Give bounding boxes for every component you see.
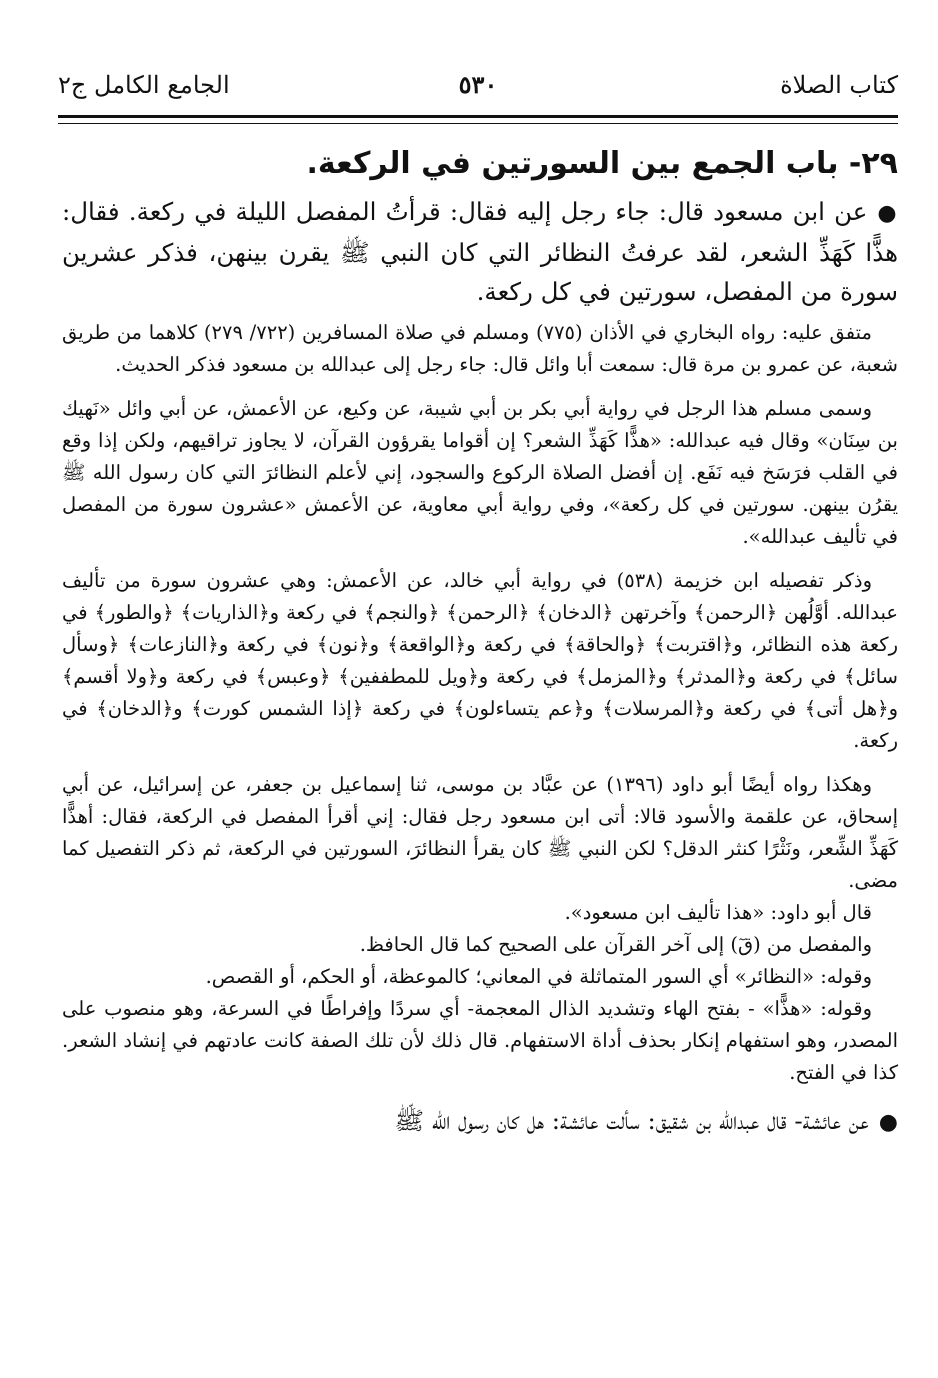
header-volume-title: الجامع الكامل ج٢ <box>58 71 230 99</box>
header-book-title: كتاب الصلاة <box>780 71 898 99</box>
header-rule-thin <box>58 123 898 124</box>
chapter-title: ٢٩- باب الجمع بين السورتين في الركعة. <box>306 146 898 181</box>
commentary-paragraph: وهكذا رواه أيضًا أبو داود (١٣٩٦) عن عبَّاد بن موسى، ثنا إسماعيل بن جعفر، عن إسرائيل، عن أبي إسحاق، عن علقمة والأسود قالا: أتى ابن مسعود رجل فقال: إني أقرأ المفصل في الركعة، فقال: أهذًّا كَهَذِّ الشِّعر، ونَثْرًا كنثر الدقل؟ لكن النبي ﷺ كان يقرأ النظائرَ، السورتين في الركعة، ثم ذكر التفصيل كما مضى. <box>62 773 898 892</box>
commentary-paragraph: وقوله: «هذًّا» - بفتح الهاء وتشديد الذال المعجمة- أي سردًا وإفراطًا في السرعة، وهو منصوب على المصدر، وهو استفهام إنكار بحذف أداة الاستفهام. قال ذلك لأن تلك الصفة كانت عادتهم في إنشاد الشعر. كذا في الفتح. <box>62 997 898 1084</box>
hadith-body: عن ابن مسعود قال: جاء رجل إليه فقال: قرأتُ المفصل الليلة في ركعة. فقال: هذًّا كَهَذِّ الشعر، لقد عرفتُ النظائر التي كان النبي ﷺ يقرن بينهن، فذكر عشرين سورة من المفصل، سورتين في كل ركعة. <box>62 197 898 306</box>
header-rule-thick <box>58 115 898 118</box>
commentary-paragraph: وذكر تفصيله ابن خزيمة (٥٣٨) في رواية أبي خالد، عن الأعمش: وهي عشرون سورة من تأليف عبدالله. أوَّلُهن ﴿الرحمن﴾ وآخرتهن ﴿الدخان﴾ ﴿الرحمن﴾ ﴿والنجم﴾ في ركعة و﴿الذاريات﴾ ﴿والطور﴾ في ركعة هذه النظائر، و﴿اقتربت﴾ ﴿والحاقة﴾ في ركعة و﴿الواقعة﴾ و﴿نون﴾ في ركعة و﴿النازعات﴾ ﴿وسأل سائل﴾ في ركعة و﴿المدثر﴾ و﴿المزمل﴾ في ركعة و﴿ويل للمطففين﴾ ﴿وعبس﴾ في ركعة و﴿ولا أقسم﴾ و﴿هل أتى﴾ في ركعة و﴿المرسلات﴾ و﴿عم يتساءلون﴾ في ركعة ﴿إذا الشمس كورت﴾ و﴿الدخان﴾ في ركعة. <box>62 569 898 752</box>
running-header <box>58 68 898 114</box>
commentary-paragraph: وقوله: «النظائر» أي السور المتماثلة في المعاني؛ كالموعظة، أو الحكم، أو القصص. <box>205 965 872 988</box>
bullet-icon: ● <box>877 201 899 226</box>
takhrij-note: متفق عليه: رواه البخاري في الأذان (٧٧٥) ومسلم في صلاة المسافرين (٧٢٢/ ٢٧٩) كلاهما من طريق شعبة، عن عمرو بن مرة قال: سمعت أبا وائل قال: جاء رجل إلى عبدالله بن مسعود فذكر الحديث. <box>62 321 898 376</box>
commentary-paragraph: قال أبو داود: «هذا تأليف ابن مسعود». <box>564 901 872 924</box>
page-number: ٥٣٠ <box>458 70 498 99</box>
page-body <box>62 140 898 1148</box>
hadith-body: عن عائشة- قال عبدالله بن شقيق: سألت عائشة: هل كان رسول الله ﷺ <box>394 1106 869 1135</box>
hadith-text <box>62 192 898 311</box>
commentary-paragraph: وسمى مسلم هذا الرجل في رواية أبي بكر بن أبي شيبة، عن وكيع، عن الأعمش، عن أبي وائل «نَهيك بن سِنَان» وقال فيه عبدالله: «هذًّا كَهَذِّ الشعر؟ إن أقواما يقرؤون القرآن، لا يجاوز تراقيهم، ولكن إذا وقع في القلب فرَسَخ فيه نَفَع. إن أفضل الصلاة الركوع والسجود، إني لأعلم النظائرَ التي كان رسول الله ﷺ يقرُن بينهن. سورتين في كل ركعة»، وفي رواية أبي معاوية، عن الأعمش «عشرون سورة من المفصل في تأليف عبدالله». <box>62 397 898 548</box>
commentary-paragraph: والمفصل من (قٓ) إلى آخر القرآن على الصحيح كما قال الحافظ. <box>359 933 872 956</box>
bullet-icon: ● <box>878 1110 898 1135</box>
hadith-text <box>62 1101 898 1142</box>
